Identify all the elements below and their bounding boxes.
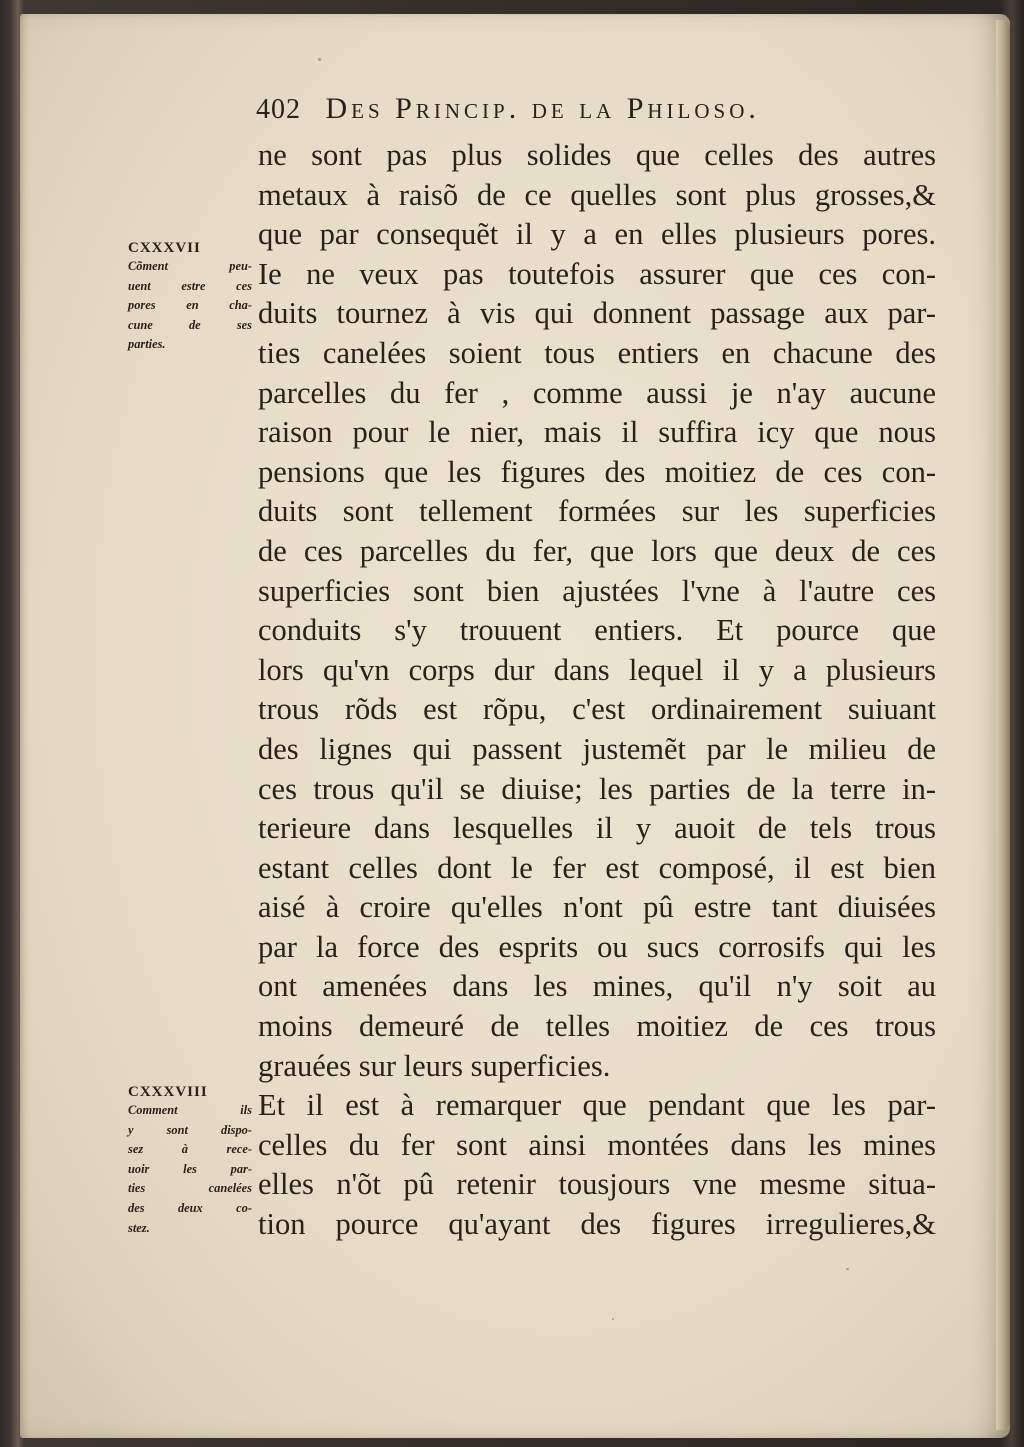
text-line: lors qu'vn corps dur dans lequel il y a plusieurs [258,652,936,687]
margin-note-number: CXXXVII [128,240,201,256]
gloss-line: cune de ses [128,317,252,332]
gloss-line: stez. [128,1220,150,1235]
page-number: 402 [256,94,301,125]
gloss-line: y sont dispo- [128,1122,252,1137]
gloss-line: pores en cha- [128,298,252,313]
gloss-line: sez à rece- [128,1142,252,1157]
margin-note-gloss [128,1101,252,1238]
body-text [258,136,936,1245]
text-line: ne sont pas plus solides que celles des autres [258,138,936,172]
margin-note-gloss [128,257,252,355]
gloss-line: uoir les par- [128,1161,252,1176]
gloss-line: ties canelées [128,1181,252,1196]
text-line: conduits s'y trouuent entiers. Et pource que [258,613,936,648]
page-edge [996,20,1010,1430]
paper-speck [318,58,321,61]
text-line: ces trous qu'il se diuise; les parties de la terre in- [258,771,936,806]
text-line: aisé à croire qu'elles n'ont pû estre tant diuisées [258,890,936,925]
margin-note-number: CXXXVIII [128,1084,208,1100]
text-line: ont amenées dans les mines, qu'il n'y soit au [258,969,936,1004]
margin-note-cxxxvii [128,240,252,355]
text-line: de ces parcelles du fer, que lors que deux de ces [258,533,936,568]
text-line: grauées sur leurs superficies. [258,1048,611,1083]
gloss-line: Comment ils [128,1103,252,1117]
text-line: raison pour le nier, mais il suffira icy que nous [258,415,936,450]
text-line: trous rõds est rõpu, c'est ordinairement suiuant [258,692,936,727]
text-line: elles n'õt pû retenir tousjours vne mesme situa- [258,1167,936,1202]
text-line: terieure dans lesquelles il y auoit de tels trous [258,811,936,846]
text-line: Ie ne veux pas toutefois assurer que ces con- [258,256,936,291]
paper-speck [612,1318,614,1320]
gloss-line: uent estre ces [128,278,252,293]
text-line: estant celles dont le fer est composé, il est bien [258,850,936,885]
text-line: celles du fer sont ainsi montées dans les mines [258,1127,936,1162]
running-title: Des Princip. de la Philoso. [325,92,760,125]
text-line: metaux à raisõ de ce quelles sont plus grosses,& [258,177,936,212]
gloss-line: Cõment peu- [128,259,252,273]
text-line: que par consequẽt il y a en elles plusieurs pores. [258,217,936,252]
gloss-line: parties. [128,337,166,352]
running-head [256,92,936,136]
margin-note-cxxxviii [128,1084,252,1238]
text-line: parcelles du fer , comme aussi je n'ay aucune [258,375,936,410]
text-line: par la force des esprits ou sucs corrosifs qui les [258,929,936,964]
text-line: moins demeuré de telles moitiez de ces trous [258,1009,936,1044]
text-line: Et il est à remarquer que pendant que les par- [258,1088,936,1123]
text-line: tion pource qu'ayant des figures irregulieres,& [258,1207,936,1242]
text-line: ties canelées soient tous entiers en chacune des [258,335,936,370]
text-line: superficies sont bien ajustées l'vne à l'autre ces [258,573,936,608]
text-line: duits sont tellement formées sur les superficies [258,494,936,529]
text-line: des lignes qui passent justemẽt par le milieu de [258,731,936,766]
paper-speck [846,1268,849,1270]
text-line: pensions que les figures des moitiez de ces con- [258,454,936,489]
gloss-line: des deux co- [128,1200,252,1215]
text-line: duits tournez à vis qui donnent passage aux par- [258,296,936,331]
